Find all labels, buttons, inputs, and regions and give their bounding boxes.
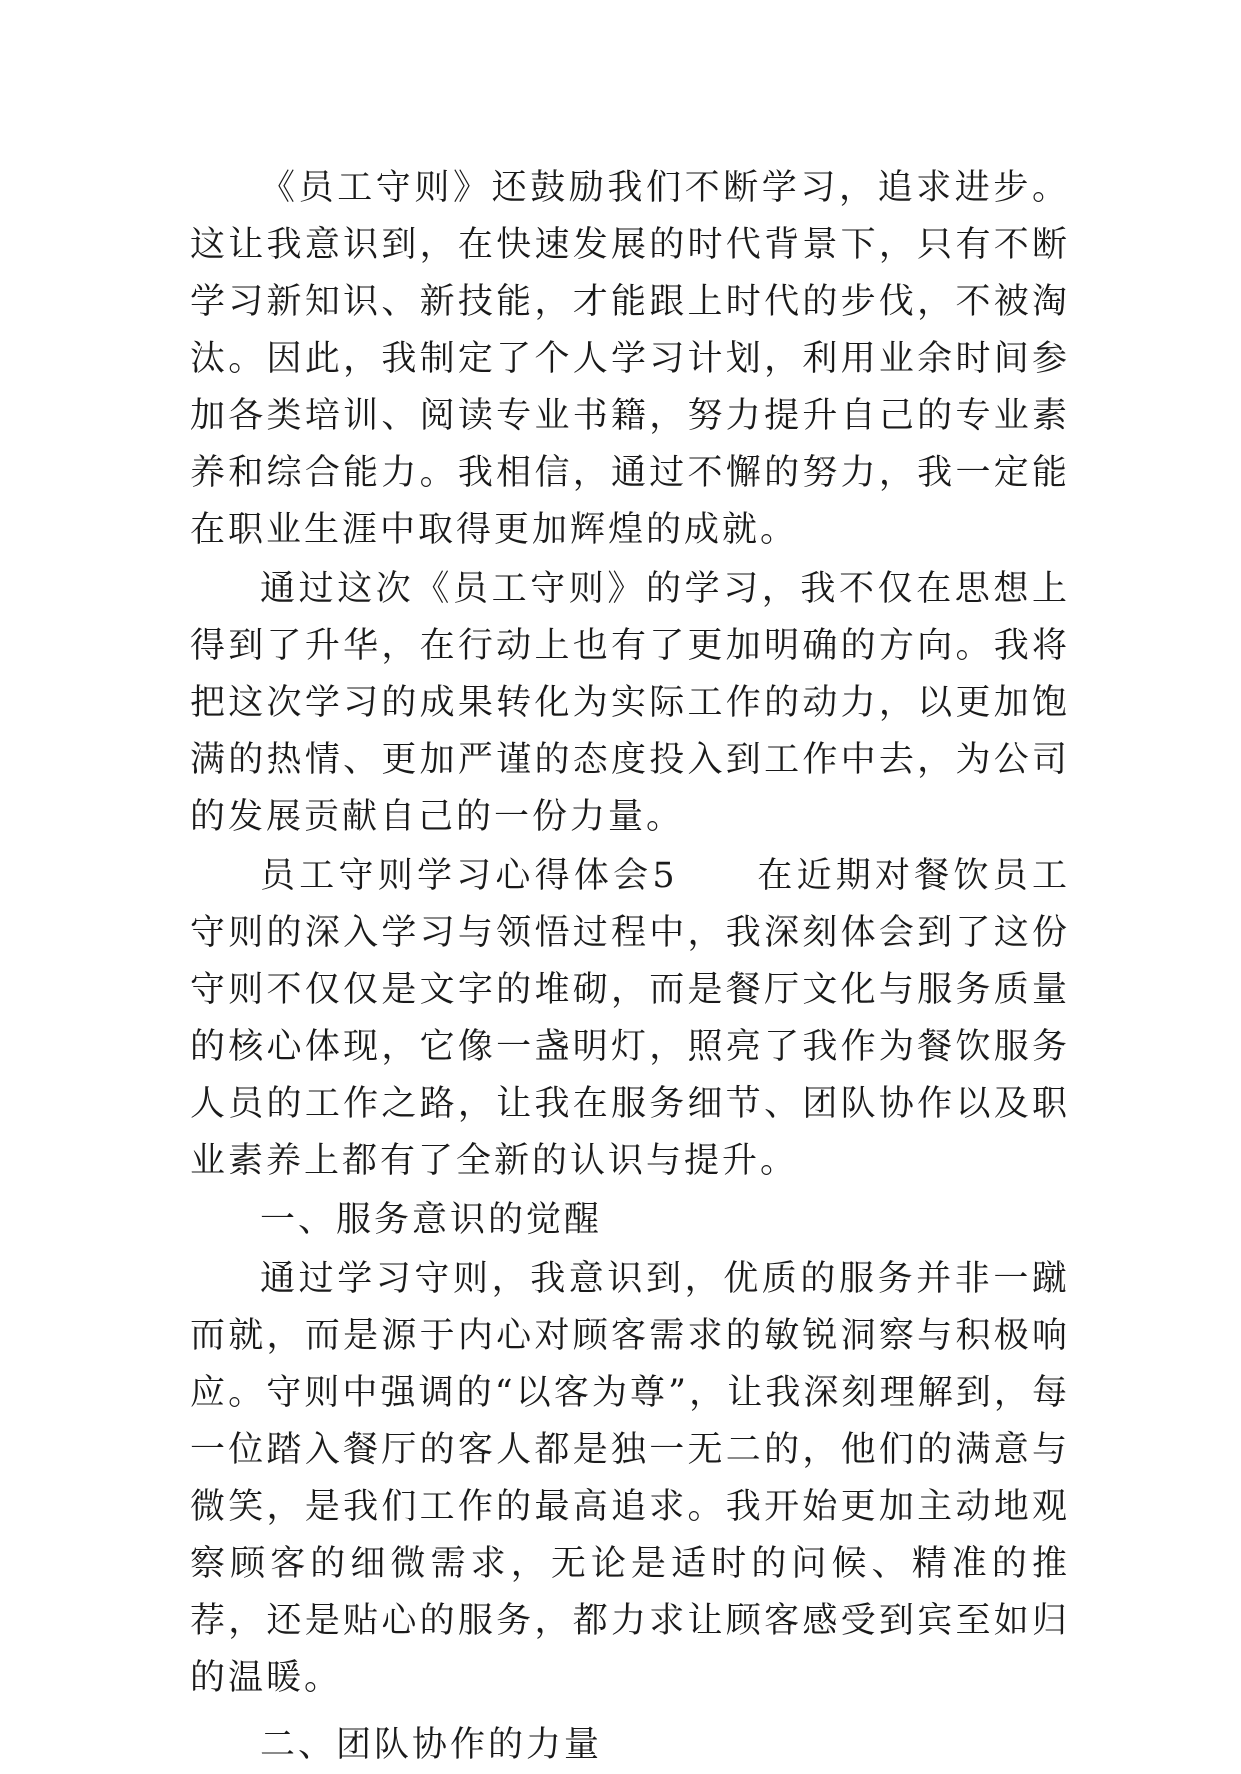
paragraph-conclusion: 通过这次《员工守则》的学习，我不仅在思想上得到了升华，在行动上也有了更加明确的方向。我将把这次学习的成果转化为实际工作的动力，以更加饱满的热情、更加严谨的态度投入到工作中去，为公司的发展贡献自己的一份力量。 [190,569,1070,837]
document-body [190,160,1070,1774]
paragraph-continuous-learning: 《员工守则》还鼓励我们不断学习，追求进步。这让我意识到，在快速发展的时代背景下，只有不断学习新知识、新技能，才能跟上时代的步伐，不被淘汰。因此，我制定了个人学习计划，利用业余时间参加各类培训、阅读专业书籍，努力提升自己的专业素养和综合能力。我相信，通过不懈的努力，我一定能在职业生涯中取得更加辉煌的成就。 [190,168,1070,550]
section-heading-service-awareness: 一、服务意识的觉醒 [260,1200,603,1240]
section-heading-teamwork: 二、团队协作的力量 [260,1725,603,1765]
paragraph-essay-5-intro: 员工守则学习心得体会5 在近期对餐饮员工守则的深入学习与领悟过程中，我深刻体会到了这份守则不仅仅是文字的堆砌，而是餐厅文化与服务质量的核心体现，它像一盏明灯，照亮了我作为餐饮服务人员的工作之路，让我在服务细节、团队协作以及职业素养上都有了全新的认识与提升。 [190,856,1070,1181]
paragraph-service-awareness: 通过学习守则，我意识到，优质的服务并非一蹴而就，而是源于内心对顾客需求的敏锐洞察与积极响应。守则中强调的“以客为尊”，让我深刻理解到，每一位踏入餐厅的客人都是独一无二的，他们的满意与微笑，是我们工作的最高追求。我开始更加主动地观察顾客的细微需求，无论是适时的问候、精准的推荐，还是贴心的服务，都力求让顾客感受到宾至如归的温暖。 [190,1259,1070,1698]
